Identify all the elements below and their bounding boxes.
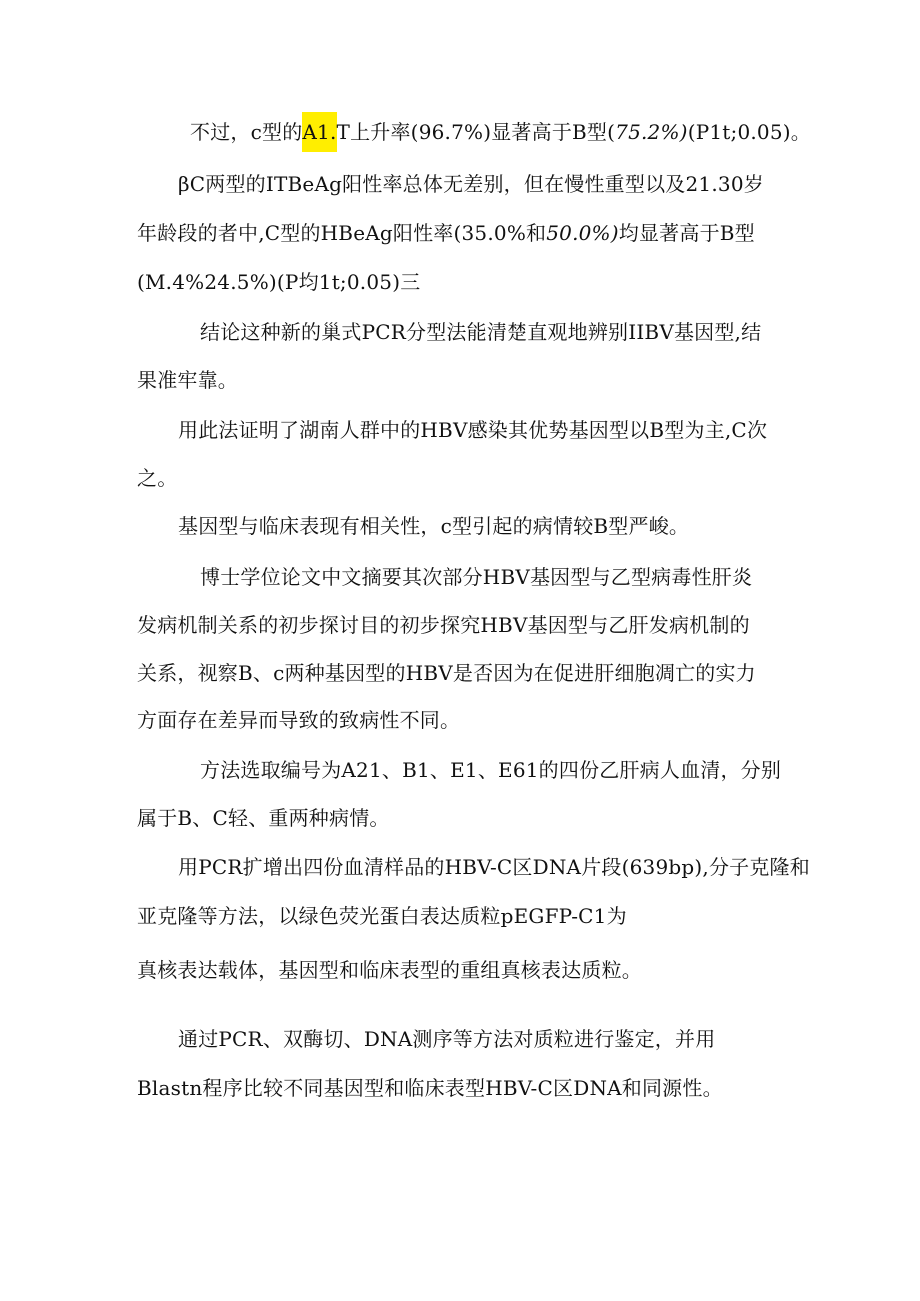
text-line (137, 659, 756, 687)
text-segment: 属于B、C轻、重两种病情。 (137, 806, 390, 830)
text-segment: 结论这种新的巢式PCR分型法能清楚直观地辨别IIBV基因型,结 (200, 320, 762, 344)
text-line (137, 219, 755, 247)
text-line (200, 756, 781, 784)
text-line (137, 706, 460, 734)
text-segment: T上升率(96.7%)显著高于B型( (336, 120, 616, 144)
text-line (137, 268, 420, 296)
text-segment: 基因型与临床表现有相关性，c型引起的病情较B型严峻。 (178, 514, 690, 538)
text-segment: 用此法证明了湖南人群中的HBV感染其优势基因型以B型为主,C次 (178, 418, 768, 442)
text-line (178, 512, 689, 540)
text-segment: 均显著高于B型 (618, 221, 755, 245)
text-segment: βC两型的ITBeAg阳性率总体无差别，但在慢性重型以及21.30岁 (178, 172, 764, 196)
text-segment: 通过PCR、双酶切、DNA测序等方法对质粒进行鉴定，并用 (178, 1027, 716, 1051)
text-segment: 之。 (137, 466, 178, 490)
text-segment: 发病机制关系的初步探讨目的初步探究HBV基因型与乙肝发病机制的 (137, 613, 750, 637)
text-segment: 年龄段的者中,C型的HBeAg阳性率(35.0%和 (137, 221, 547, 245)
text-line (137, 902, 627, 930)
highlighted-text: A1. (302, 112, 336, 152)
italic-text: 75.2%) (615, 120, 688, 144)
text-segment: 果准牢靠。 (137, 368, 238, 392)
text-line (178, 853, 810, 881)
text-segment: 关系，视察B、c两种基因型的HBV是否因为在促进肝细胞凋亡的实力 (137, 661, 756, 685)
text-segment: 真核表达载体，基因型和临床表型的重组真核表达质粒。 (137, 958, 642, 982)
text-line (137, 366, 238, 394)
text-line (137, 464, 177, 492)
text-segment: 用PCR扩增出四份血清样品的HBV-C区DNA片段(639bp),分子克隆和 (178, 855, 810, 879)
text-line (137, 956, 642, 984)
text-segment: (M.4%24.5%)(P均1t;0.05)三 (137, 270, 421, 294)
text-line (200, 563, 752, 591)
text-segment: 方法选取编号为A21、B1、E1、E61的四份乙肝病人血清，分别 (200, 758, 782, 782)
text-line (137, 804, 390, 832)
text-segment: Blastn程序比较不同基因型和临床表型HBV-C区DNA和同源性。 (137, 1076, 723, 1100)
text-line (178, 416, 767, 444)
text-line (200, 318, 761, 346)
text-segment: (P1t;0.05)。 (687, 120, 811, 144)
text-segment: 博士学位论文中文摘要其次部分HBV基因型与乙型病毒性肝炎 (200, 565, 753, 589)
text-segment: 亚克隆等方法，以绿色荧光蛋白表达质粒pEGFP-C1为 (137, 904, 627, 928)
text-segment: 不过，c型的 (190, 120, 303, 144)
text-line (137, 611, 750, 639)
text-line (178, 170, 764, 198)
text-line (190, 118, 811, 146)
text-line (137, 1074, 723, 1102)
text-segment: 方面存在差异而导致的致病性不同。 (137, 708, 461, 732)
text-line (178, 1025, 715, 1053)
italic-text: 50.0%) (546, 221, 619, 245)
